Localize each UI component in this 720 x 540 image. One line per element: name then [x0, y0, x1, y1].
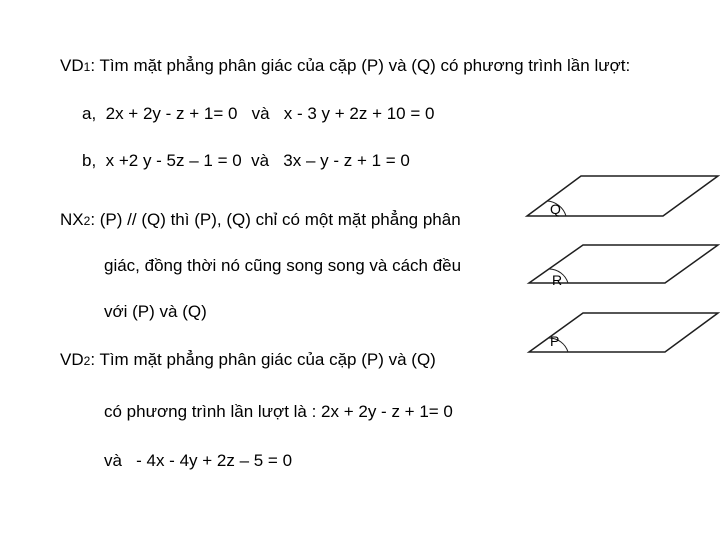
vd2-number: 2: [83, 354, 91, 368]
nx2-number: 2: [83, 214, 91, 228]
vd2-text-1: : Tìm mặt phẳng phân giác của cặp (P) và (Q): [90, 350, 436, 369]
vd1-text: : Tìm mặt phẳng phân giác của cặp (P) và (Q) có phương trình lần lượt:: [90, 56, 631, 75]
plane-p-label: P: [550, 333, 560, 349]
part-a: a, 2x + 2y - z + 1= 0 và x - 3 y + 2z + 10 = 0: [82, 104, 435, 123]
vd2-line2: có phương trình lần lượt là : 2x + 2y - z + 1= 0: [104, 402, 453, 421]
plane-q-label: Q: [550, 201, 561, 217]
part-b: b, x +2 y - 5z – 1 = 0 và 3x – y - z + 1 = 0: [82, 151, 410, 170]
vd1-prefix: VD: [60, 56, 84, 75]
vd2-prefix: VD: [60, 350, 84, 369]
plane-r-label: R: [552, 272, 563, 288]
nx2-line2: giác, đồng thời nó cũng song song và cách đều: [104, 256, 462, 275]
vd1-number: 1: [83, 60, 91, 74]
nx2-prefix: NX: [60, 210, 84, 229]
nx2-line3: với (P) và (Q): [104, 302, 207, 321]
vd2-line3: và - 4x - 4y + 2z – 5 = 0: [104, 451, 293, 470]
nx2-text-1: : (P) // (Q) thì (P), (Q) chỉ có một mặt phẳng phân: [90, 210, 461, 229]
